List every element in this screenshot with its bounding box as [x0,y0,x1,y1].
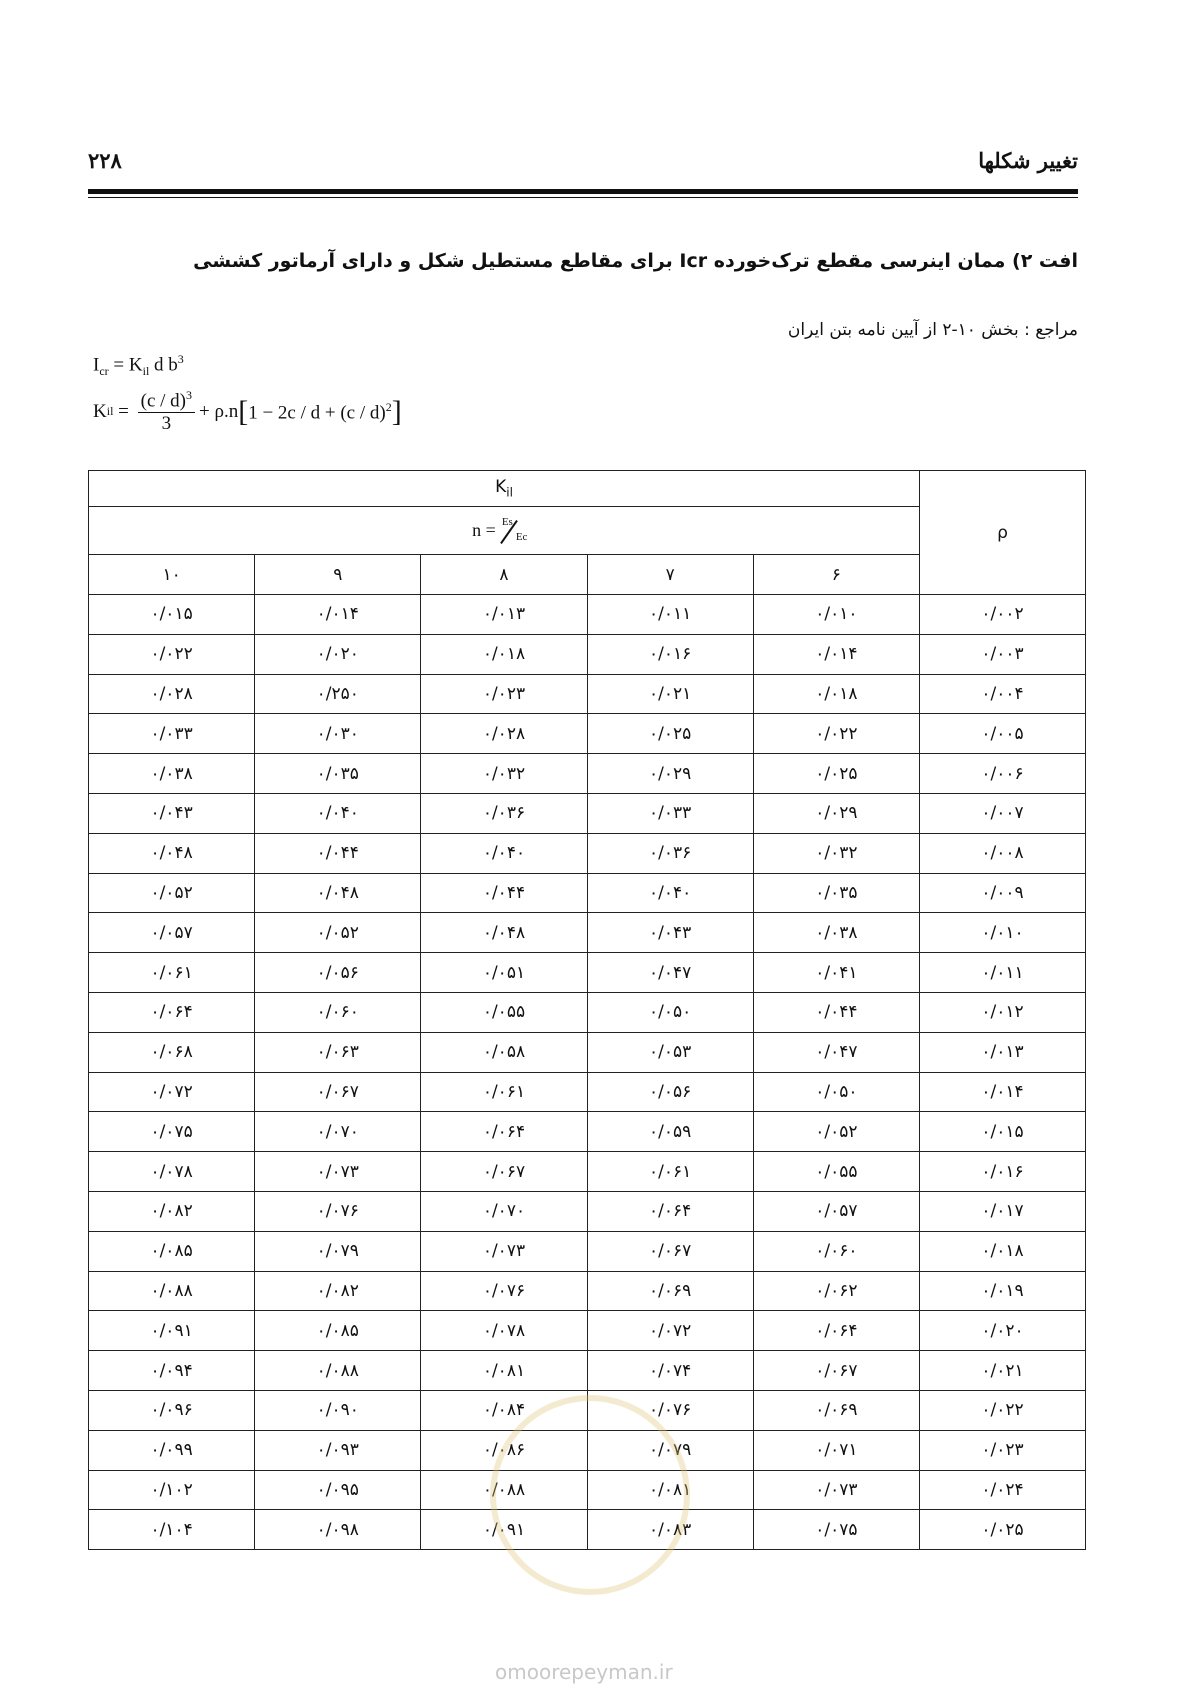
kil-value-cell: ۰/۰۲۸ [421,714,587,754]
table-row [89,595,1086,635]
kil-value-cell: ۰/۰۶۷ [753,1351,919,1391]
kil-value-cell: ۰/۰۴۰ [421,833,587,873]
kil-value-cell: ۰/۰۲۱ [587,674,753,714]
rho-value-cell: ۰/۰۰۸ [920,833,1086,873]
table-row [89,1311,1086,1351]
kil-value-cell: ۰/۰۴۸ [255,873,421,913]
kil-value-cell: ۰/۰۹۸ [255,1510,421,1550]
db-exponent: 3 [177,352,184,366]
kil-value-cell: ۰/۰۵۲ [753,1112,919,1152]
page-header [88,148,1078,188]
kil-value-cell: ۰/۰۱۴ [255,595,421,635]
rho-n-term: + ρ.n [199,400,239,422]
kil-value-cell: ۰/۰۹۱ [89,1311,255,1351]
rho-value-cell: ۰/۰۲۵ [920,1510,1086,1550]
kil-value-cell: ۰/۰۴۳ [89,793,255,833]
kil-value-cell: ۰/۰۸۳ [587,1510,753,1550]
kil-value-cell: ۰/۰۲۲ [89,634,255,674]
db-term: d b [154,354,178,376]
kil-value-cell: ۰/۰۷۳ [753,1470,919,1510]
rho-value-cell: ۰/۰۲۰ [920,1311,1086,1351]
kil-value-cell: ۰/۰۱۶ [587,634,753,674]
table-row [89,634,1086,674]
kil-value-cell: ۰/۰۵۰ [753,1072,919,1112]
kil-value-cell: ۰/۰۵۲ [89,873,255,913]
kil-value-cell: ۰/۰۹۰ [255,1390,421,1430]
rho-value-cell: ۰/۰۰۵ [920,714,1086,754]
rho-value-cell: ۰/۰۰۲ [920,595,1086,635]
kil-value-cell: ۰/۰۷۳ [255,1152,421,1192]
kil-value-cell: ۰/۰۷۶ [255,1191,421,1231]
kil-value-cell: ۰/۰۱۸ [421,634,587,674]
kil-value-cell: ۰/۰۶۴ [421,1112,587,1152]
kil-value-cell: ۰/۰۷۰ [421,1191,587,1231]
table-row [89,833,1086,873]
kil-value-cell: ۰/۰۶۷ [421,1152,587,1192]
rho-value-cell: ۰/۰۱۴ [920,1072,1086,1112]
k-subscript: il [142,364,150,379]
table-row [89,1430,1086,1470]
modular-ratio-header: n = Es Ec [89,507,920,555]
kil-value-cell: ۰/۰۵۶ [587,1072,753,1112]
equals-sign: = [113,354,129,376]
kil-table [88,470,1086,1550]
kil-value-cell: ۰/۰۱۴ [753,634,919,674]
table-row [89,1470,1086,1510]
table-row [89,1032,1086,1072]
kil-value-cell: ۰/۰۱۵ [89,595,255,635]
kil-value-cell: ۰/۰۲۰ [255,634,421,674]
table-row [89,1271,1086,1311]
kil-value-cell: ۰/۰۳۸ [753,913,919,953]
kil-value-cell: ۰/۰۴۸ [89,833,255,873]
rho-value-cell: ۰/۰۱۹ [920,1271,1086,1311]
kil-formula [93,388,402,435]
kil-value-cell: ۰/۰۶۷ [255,1072,421,1112]
table-row [89,1390,1086,1430]
equals-sign: = [113,400,134,422]
kil-value-cell: ۰/۰۷۶ [587,1390,753,1430]
kil-value-cell: ۰/۰۸۲ [89,1191,255,1231]
reference-line: مراجع : بخش ۱۰-۲ از آیین نامه بتن ایران [787,320,1078,340]
kil-value-cell: ۰/۰۳۲ [421,754,587,794]
kil-value-cell: ۰/۰۲۹ [587,754,753,794]
kil-value-cell: ۰/۰۶۹ [753,1390,919,1430]
kil-value-cell: ۰/۰۳۵ [255,754,421,794]
kil-value-cell: ۰/۰۷۸ [89,1152,255,1192]
kil-value-cell: ۰/۰۸۸ [421,1470,587,1510]
kil-header [89,471,920,507]
table-row [89,1510,1086,1550]
kil-value-cell: ۰/۰۹۵ [255,1470,421,1510]
kil-value-cell: ۰/۰۱۱ [587,595,753,635]
kil-value-cell: ۰/۰۳۳ [587,793,753,833]
kil-value-cell: ۰/۰۵۰ [587,992,753,1032]
n-column-header: ۹ [255,555,421,595]
rho-value-cell: ۰/۰۰۳ [920,634,1086,674]
kil-value-cell: ۰/۰۴۴ [753,992,919,1032]
table-row [89,953,1086,993]
right-bracket: ] [391,394,402,428]
rho-header: ρ [920,471,1086,595]
kil-value-cell: ۰/۰۳۳ [89,714,255,754]
icr-symbol: I [93,354,100,376]
rho-value-cell: ۰/۰۲۴ [920,1470,1086,1510]
kil-value-cell: ۰/۰۲۳ [421,674,587,714]
rho-value-cell: ۰/۰۲۳ [920,1430,1086,1470]
kil-value-cell: ۰/۰۸۱ [587,1470,753,1510]
kil-value-cell: ۰/۰۶۴ [587,1191,753,1231]
left-bracket: [ [238,394,249,428]
kil-value-cell: ۰/۰۱۳ [421,595,587,635]
table-row [89,992,1086,1032]
kil-value-cell: ۰/۰۷۵ [753,1510,919,1550]
kil-value-cell: ۰/۰۳۰ [255,714,421,754]
table-row [89,754,1086,794]
kil-value-cell: ۰/۰۶۱ [89,953,255,993]
kil-value-cell: ۰/۰۴۰ [255,793,421,833]
kil-value-cell: ۰/۰۴۴ [255,833,421,873]
kil-value-cell: ۰/۰۵۶ [255,953,421,993]
rho-value-cell: ۰/۰۱۸ [920,1231,1086,1271]
rho-value-cell: ۰/۰۱۷ [920,1191,1086,1231]
kil-value-cell: ۰/۰۷۶ [421,1271,587,1311]
kil-value-cell: ۰/۰۴۸ [421,913,587,953]
kil-value-cell: ۰/۰۷۲ [89,1072,255,1112]
kil-value-cell: ۰/۰۲۸ [89,674,255,714]
rho-value-cell: ۰/۰۰۹ [920,873,1086,913]
table-row [89,1072,1086,1112]
kil-value-cell: ۰/۰۴۰ [587,873,753,913]
kil-value-cell: ۰/۰۸۸ [89,1271,255,1311]
kil-value-cell: ۰/۰۵۵ [753,1152,919,1192]
kil-value-cell: ۰/۰۵۳ [587,1032,753,1072]
kil-value-cell: ۰/۰۷۴ [587,1351,753,1391]
kil-value-cell: ۰/۰۴۱ [753,953,919,993]
table-title: افت ۲) ممان اینرسی مقطع ترک‌خورده Icr برای مقاطع مستطیل شکل و دارای آرماتور کششی [193,250,1078,272]
kil-value-cell: ۰/۰۶۴ [89,992,255,1032]
kil-value-cell: ۰/۰۵۵ [421,992,587,1032]
watermark-text: omoorepeyman.ir [495,1660,673,1684]
kil-header-text: $K_{il}$ [495,477,513,500]
n-column-header: ۸ [421,555,587,595]
kil-value-cell: ۰/۰۴۷ [753,1032,919,1072]
kil-value-cell: ۰/۰۷۱ [753,1430,919,1470]
kil-value-cell: ۰/۰۳۸ [89,754,255,794]
table-row [89,793,1086,833]
header-rule-thin [88,197,1078,198]
kil-value-cell: ۰/۰۳۶ [587,833,753,873]
kil-value-cell: ۰/۰۶۱ [421,1072,587,1112]
kil-value-cell: ۰/۰۷۰ [255,1112,421,1152]
page-number: ۲۲۸ [88,148,122,173]
kil-value-cell: ۰/۲۵۰ [255,674,421,714]
kil-value-cell: ۰/۰۶۴ [753,1311,919,1351]
table-row [89,1112,1086,1152]
table-row [89,714,1086,754]
kil-value-cell: ۰/۰۵۹ [587,1112,753,1152]
rho-value-cell: ۰/۰۱۲ [920,992,1086,1032]
k-symbol: K [128,354,143,376]
table-row [89,1191,1086,1231]
kil-value-cell: ۰/۰۴۴ [421,873,587,913]
kil-value-cell: ۰/۰۵۱ [421,953,587,993]
kil-value-cell: ۰/۰۸۲ [255,1271,421,1311]
kil-value-cell: ۰/۱۰۴ [89,1510,255,1550]
n-column-header: ۶ [753,555,919,595]
kil-value-cell: ۰/۰۶۱ [587,1152,753,1192]
rho-value-cell: ۰/۰۰۷ [920,793,1086,833]
kil-value-cell: ۰/۰۵۷ [89,913,255,953]
cd-fraction [138,388,195,435]
icr-formula [93,352,184,379]
rho-value-cell: ۰/۰۰۶ [920,754,1086,794]
table-row [89,1351,1086,1391]
kil-value-cell: ۰/۰۸۴ [421,1390,587,1430]
kil-value-cell: ۰/۰۵۸ [421,1032,587,1072]
kil-value-cell: ۰/۰۸۵ [255,1311,421,1351]
table-row [89,873,1086,913]
kil-value-cell: ۰/۰۶۷ [587,1231,753,1271]
rho-value-cell: ۰/۰۲۱ [920,1351,1086,1391]
kil-value-cell: ۰/۰۱۸ [753,674,919,714]
kil-value-cell: ۰/۰۹۳ [255,1430,421,1470]
rho-value-cell: ۰/۰۰۴ [920,674,1086,714]
kil-value-cell: ۰/۰۷۸ [421,1311,587,1351]
table-row [89,913,1086,953]
kil-value-cell: ۰/۰۹۴ [89,1351,255,1391]
kil-value-cell: ۰/۰۶۰ [753,1231,919,1271]
kil-value-cell: ۰/۰۳۲ [753,833,919,873]
kil-value-cell: ۰/۰۷۹ [587,1430,753,1470]
kil-value-cell: ۰/۰۳۶ [421,793,587,833]
rho-value-cell: ۰/۰۱۱ [920,953,1086,993]
n-column-header: ۱۰ [89,555,255,595]
kil-value-cell: ۰/۰۸۵ [89,1231,255,1271]
table-row [89,674,1086,714]
icr-subscript: cr [99,364,109,379]
kil-value-cell: ۰/۰۵۲ [255,913,421,953]
kil-symbol: K [93,400,107,422]
kil-value-cell: ۰/۰۸۱ [421,1351,587,1391]
kil-value-cell: ۰/۰۷۲ [587,1311,753,1351]
fraction-numerator: (c / d)$^3$ [138,388,195,413]
kil-value-cell: ۰/۰۳۵ [753,873,919,913]
kil-value-cell: ۰/۰۶۲ [753,1271,919,1311]
kil-value-cell: ۰/۰۲۵ [753,754,919,794]
kil-value-cell: ۰/۰۷۳ [421,1231,587,1271]
rho-value-cell: ۰/۰۱۳ [920,1032,1086,1072]
kil-value-cell: ۰/۰۲۹ [753,793,919,833]
kil-value-cell: ۰/۰۲۵ [587,714,753,754]
table-row [89,1231,1086,1271]
kil-value-cell: ۰/۰۷۵ [89,1112,255,1152]
rho-value-cell: ۰/۰۱۶ [920,1152,1086,1192]
kil-value-cell: ۰/۰۲۲ [753,714,919,754]
kil-value-cell: ۰/۰۱۰ [753,595,919,635]
header-rule-thick [88,189,1078,194]
kil-value-cell: ۰/۰۶۸ [89,1032,255,1072]
running-title: تغییر شکلها [978,148,1078,173]
rho-value-cell: ۰/۰۱۰ [920,913,1086,953]
table-row [89,1152,1086,1192]
bracket-body: 1 − 2c / d + (c / d)$^2$ [248,399,392,423]
kil-value-cell: ۰/۰۷۹ [255,1231,421,1271]
n-column-header: ۷ [587,555,753,595]
kil-value-cell: ۰/۰۶۳ [255,1032,421,1072]
fraction-denominator: 3 [161,413,172,435]
kil-value-cell: ۰/۰۹۹ [89,1430,255,1470]
kil-value-cell: ۰/۰۶۹ [587,1271,753,1311]
kil-value-cell: ۰/۰۶۰ [255,992,421,1032]
kil-value-cell: ۰/۱۰۲ [89,1470,255,1510]
kil-value-cell: ۰/۰۵۷ [753,1191,919,1231]
kil-value-cell: ۰/۰۹۱ [421,1510,587,1550]
rho-value-cell: ۰/۰۱۵ [920,1112,1086,1152]
kil-value-cell: ۰/۰۸۶ [421,1430,587,1470]
kil-value-cell: ۰/۰۹۶ [89,1390,255,1430]
kil-subscript: il [106,404,114,419]
kil-value-cell: ۰/۰۴۷ [587,953,753,993]
kil-value-cell: ۰/۰۸۸ [255,1351,421,1391]
kil-value-cell: ۰/۰۴۳ [587,913,753,953]
rho-value-cell: ۰/۰۲۲ [920,1390,1086,1430]
